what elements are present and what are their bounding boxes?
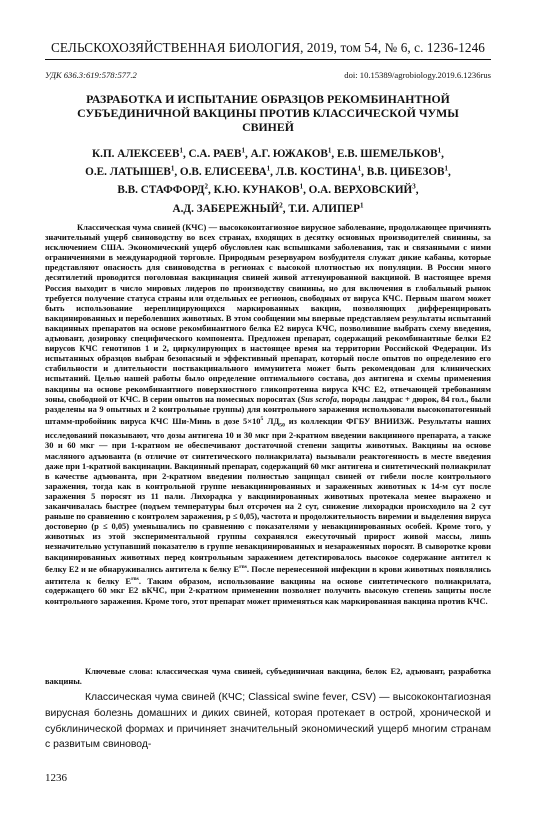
species-name: Sus scrofa bbox=[300, 393, 338, 404]
author: А.Д. ЗАБЕРЕЖНЫЙ$^2$, bbox=[172, 200, 289, 215]
journal-running-head: СЕЛЬСКОХОЗЯЙСТВЕННАЯ БИОЛОГИЯ, 2019, том 54, № 6, с. 1236-1246 bbox=[51, 40, 485, 55]
doi-link[interactable]: doi: 10.15389/agrobiology.2019.6.1236rus bbox=[344, 70, 491, 80]
article-meta bbox=[45, 70, 491, 80]
page-number: 1236 bbox=[45, 772, 67, 784]
keywords: Ключевые слова: классическая чума свиней, субъединичная вакцина, белок Е2, адъювант, разработка вакцины. bbox=[45, 666, 491, 687]
author: Л.В. КОСТИНА$^1$, bbox=[275, 164, 367, 179]
author: О.В. ЕЛИСЕЕВА$^1$, bbox=[179, 164, 276, 179]
author: А.Г. ЮЖАКОВ$^1$, bbox=[250, 146, 337, 160]
author: Е.В. ШЕМЕЛЬКОВ$^1$, bbox=[336, 146, 444, 160]
author-list bbox=[55, 143, 481, 216]
author: С.А. РАЕВ$^1$, bbox=[188, 146, 251, 160]
author: В.В. СТАФФОРД$^2$, bbox=[117, 182, 214, 197]
header-divider bbox=[45, 59, 491, 60]
intro-paragraph: Классическая чума свиней (КЧС; Classical swine fever, CSV) — высококонтагиозная вирусная болезнь домашних и диких свиней, которая протекает в острой, хронической и субклинической формах и причиняет значительный экономический ущерб многим странам с развитым свиновод- bbox=[45, 692, 491, 751]
abstract: Классическая чума свиней (КЧС) — высококонтагиозное вирусное заболевание, продолжающее причинять значительный ущерб свиноводству во всех странах, входящих в десятку основных производителей свинины, за исключением США. Экономический ущерб обусловлен как вспышками заболевания, так и связанными с ними ограничениями в международной торговле. Природным резервуаром возбудителя служат дикие кабаны, которые представляют опасность для свиноводства в регионах с высокой плотностью их популяции. В России много десятилетий проводится поголовная вакцинация свиней живой аттенуированной вакциной. В настоящее время Россия выходит в число мировых лидеров по производству свинины, но для включения в глобальный рынок требуется получение статуса страны или отдельных ее регионов, свободных от вируса КЧС. Первым шагом может быть использование нереплицирующихся маркированных вакцин, позволяющих дифференцировать вакцинированных и переболевших животных. В этом сообщении мы впервые представляем результаты испытаний вакцинных препаратов на основе рекомбинантного белка Е2 вируса КЧС, позволившие выбрать схему введения, адъювант, дозировку специфического компонента. Предложен препарат, содержащий рекомбинантные белки Е2 вирусов КЧС генотипов 1 и 2, циркулирующих в настоящее время на территории Российской Федерации. Из испытанных образцов выбран безопасный и эффективный препарат, который после опытов по определению его стабильности и длительности поствакцинального иммунитета может быть рекомендован для клинических испытаний. Целью нашей работы было определение оптимального состава, доз антигена и схемы применения вакцины на основе рекомбинантного поверхностного гликопротеина вируса КЧС Е2, отвечающей требованиям зоны, свободной от КЧС. В серии опытов на помесных поросятах (Sus scrofa, породы ландрас + дюрок, 84 гол., были разделены на 9 опытных и 2 контрольные группы) для контрольного заражения использовали высокопатогенный штамм-пробойник вируса КЧС Ши-Минь в дозе $5\times 10^5$ $ЛД_{50}$ из коллекции ФГБУ ВНИИЗЖ. Результаты наших исследований показывают, что дозы антигена 10 и 30 мкг при 2-кратном введении вакцинного препарата, а также 30 и 60 мкг — при 1-кратном не обеспечивают достаточной степени защиты животных. Вакцины на основе масляного адъюванта (в отличие от синтетического полиакрилата) вызывали реактогенность в месте введения даже при 1-кратной вакцинации. Вакцинный препарат, содержащий 60 мкг антигена и синтетический полиакрилат в качестве адъюванта, при 2-кратном введении полностью защищал свиней от гибели после контрольного заражения, тогда как в контрольной группе невакцинированных и зараженных животных к 14-м сут после заражения 5 поросят из 11 пали. Лихорадка у вакцинированных животных протекала менее выражено и заканчивалась быстрее (подъем температуры был отсрочен на 2 сут, снижение лихорадки происходило на 2 сут раньше по сравнению с контролем заражения, p ≤ 0,05), частота и продолжительность виремии и выделения вируса достоверно (p ≤ 0,05) уменьшались по сравнению с показателями у невакцинированных особей. Кроме того, у животных из этой экспериментальной группы сохранялся ежесуточный прирост живой массы, лишь незначительно уступавший показателю в группе невакцинированных и незараженных поросят. В сыворотке крови вакцинированных животных перед контрольным заражением детектировалось высокое содержание антител к белку Е2 и не обнаруживались антитела к белку $E^{rns}$. После перенесенной инфекции в крови животных появлялись антитела к белку $E^{rns}$. Таким образом, использование вакцины на основе синтетического полиакрилата, содержащего 60 мкг Е2 вКЧС, при 2-кратном применении позволяет получить высокую степень защиты после контрольного заражения. Кроме того, этот препарат может применяться как маркированная вакцина против КЧС. bbox=[45, 222, 492, 606]
author: В.В. ЦИБЕЗОВ$^1$, bbox=[366, 164, 451, 179]
article-title: РАЗРАБОТКА И ИСПЫТАНИЕ ОБРАЗЦОВ РЕКОМБИНАНТНОЙ СУБЪЕДИНИЧНОЙ ВАКЦИНЫ ПРОТИВ КЛАССИЧЕСКОЙ ЧУМЫ СВИНЕЙ bbox=[77, 92, 459, 135]
author: О.Е. ЛАТЫШЕВ$^1$, bbox=[85, 164, 180, 179]
udc-code: УДК 636.3:619:578:577.2 bbox=[45, 70, 137, 80]
author: Т.И. АЛИПЕР$^1$ bbox=[288, 200, 364, 215]
author: К.П. АЛЕКСЕЕВ$^1$, bbox=[92, 146, 189, 160]
author: К.Ю. КУНАКОВ$^1$, bbox=[213, 182, 309, 197]
author: О.А. ВЕРХОВСКИЙ$^3$, bbox=[308, 182, 419, 197]
